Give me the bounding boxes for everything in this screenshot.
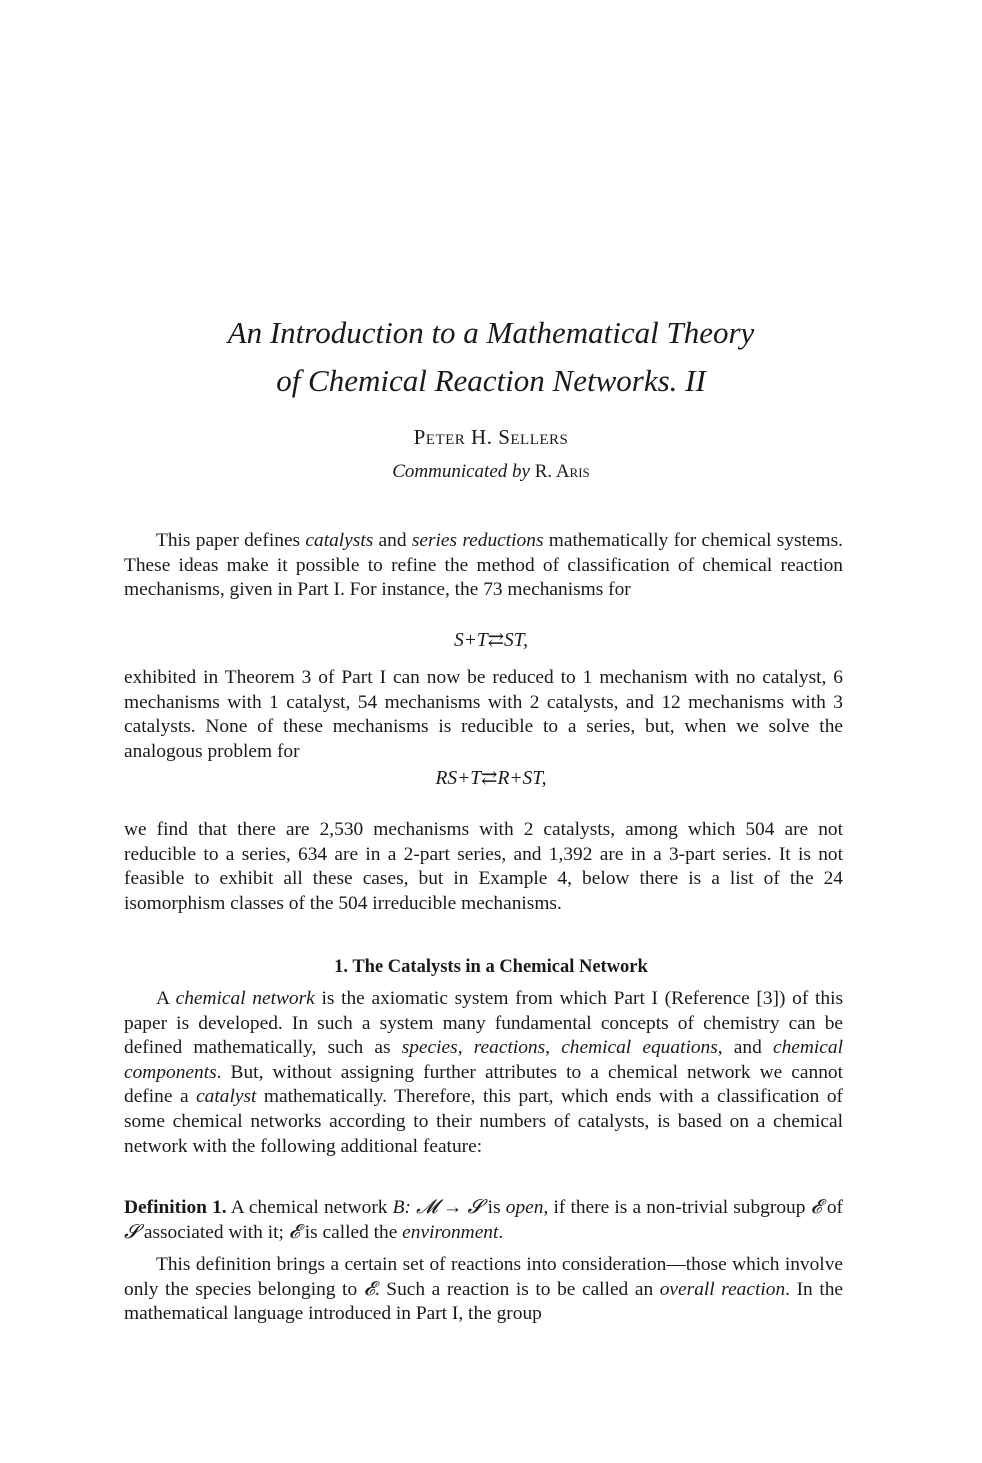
abstract-paragraph-1: This paper defines catalysts and series reductions mathematically for chemical systems. These ideas make it possible to refine the method of classification of chemical reaction mechanisms, given in Part I. For instance, the 73 mechanisms for — [124, 530, 844, 601]
abstract-paragraph-2: exhibited in Theorem 3 of Part I can now be reduced to 1 mechanism with no catalyst, 6 mechanisms with 1 catalyst, 54 mechanisms with 2 catalysts, and 12 mechanisms with 3 catalysts. None of these mechanisms is reducible to a series, but, when we solve the analogous problem for — [124, 667, 843, 762]
section-1-paragraph-2: This definition brings a certain set of reactions into consideration—those which involve only the species belonging to 𝓔. Such a reaction is to be called an overall reaction. In the mathematical language introduced in Part I, the group — [124, 1254, 844, 1325]
communicated-by — [0, 461, 982, 483]
author-name: Peter H. Sellers — [413, 425, 569, 449]
term-catalysts: catalysts — [305, 530, 374, 551]
definition-label: Definition 1. — [124, 1197, 227, 1218]
definition-1: Definition 1. A chemical network B: 𝓜 → 𝓢 is open, if there is a non-trivial subgroup 𝓔 of 𝓢 associated with it; 𝓔 is called the environment. — [124, 1197, 843, 1243]
section-1-paragraph-1: A chemical network is the axiomatic system from which Part I (Reference [3]) of this paper is developed. In such a system many fundamental concepts of chemistry can be defined mathematically, such as species, reactions, chemical equations, and chemical components. But, without assigning further attributes to a chemical network we cannot define a catalyst mathematically. Therefore, this part, which ends with a classification of some chemical networks according to their numbers of catalysts, is based on a chemical network with the following additional feature: — [124, 988, 844, 1157]
communicator-name: R. Aris — [534, 461, 590, 482]
paper-title-line-2: of Chemical Reaction Networks. II — [276, 363, 706, 398]
abstract-paragraph-3: we find that there are 2,530 mechanisms with 2 catalysts, among which 504 are not reducible to a series, 634 are in a 2-part series, and 1,392 are in a 3-part series. It is not feasible to exhibit all these cases, but in Example 4, below there is a list of the 24 isomorphism classes of the 504 irreducible mechanisms. — [124, 819, 843, 914]
term-series-reductions: series reductions — [411, 530, 544, 551]
communicated-prefix: Communicated by — [392, 461, 530, 482]
equation-2: RS+T⇄R+ST, — [435, 768, 547, 789]
paper-title-line-1: An Introduction to a Mathematical Theory — [227, 315, 755, 350]
equation-1: S+T⇄ST, — [453, 630, 529, 651]
network-map: B: 𝓜 → 𝓢 — [392, 1197, 483, 1218]
section-heading: 1. The Catalysts in a Chemical Network — [334, 957, 648, 977]
